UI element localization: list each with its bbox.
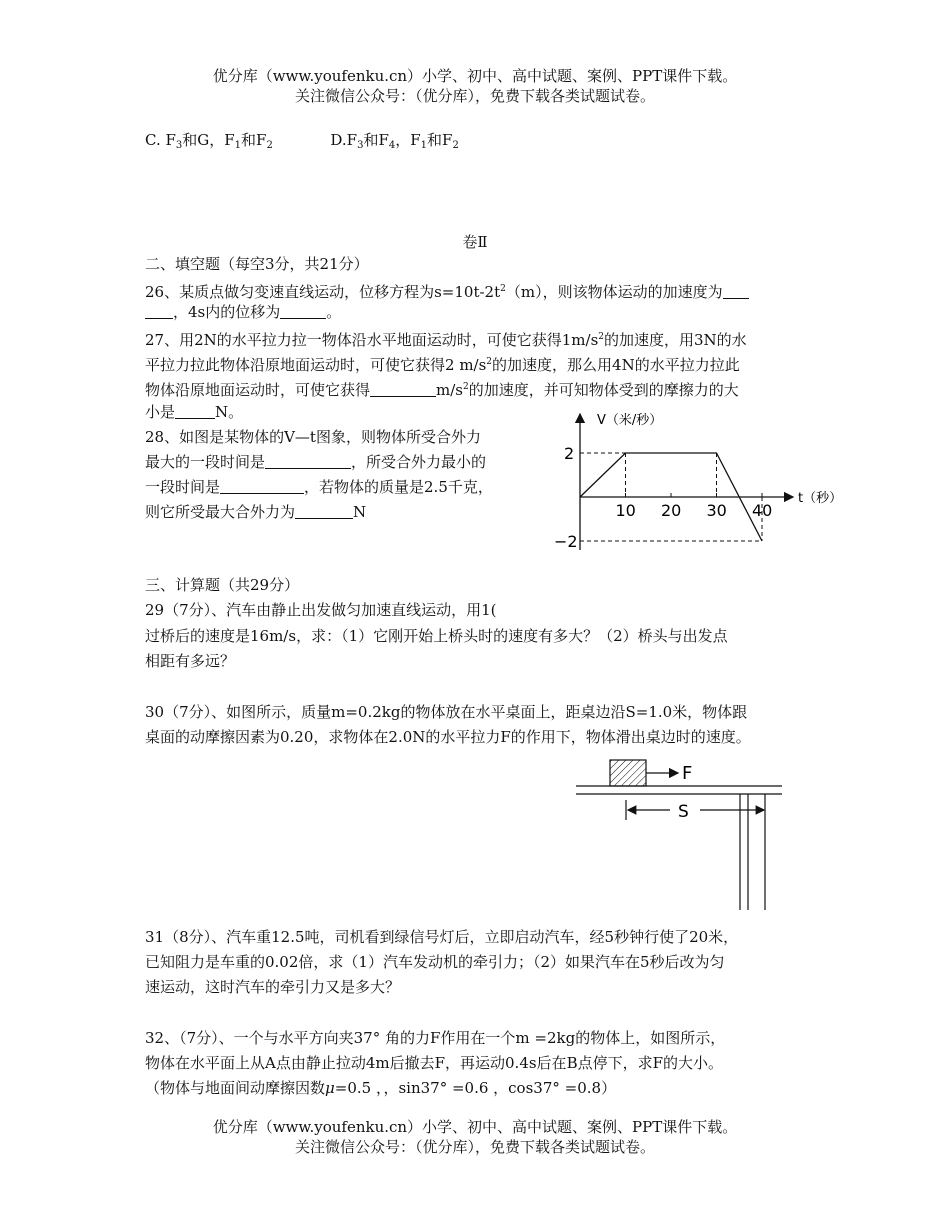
x-tick-label-40: 40 [752, 501, 773, 520]
q28-line-4: 则它所受最大合外力为 N [145, 503, 367, 521]
y-axis-label: V（米/秒） [597, 413, 663, 428]
q31-line-1: 31（8分）、汽车重12.5吨，司机看到绿信号灯后，立即启动汽车，经5秒钟行使了20米， [145, 928, 739, 946]
calc-heading: 三、计算题（共29分） [145, 576, 300, 594]
q30-line-2: 桌面的动摩擦因素为0.20，求物体在2.0N的水平拉力F的作用下，物体滑出桌边时的速度。 [145, 728, 751, 746]
footer-line-1: 优分库（www.youfenku.cn）小学、初中、高中试题、案例、PPT课件下载。 [212, 1118, 738, 1136]
q26-line-1: 26、某质点做匀变速直线运动，位移方程为$s=10t-2t^2(m)$，则该物体运动的加速度为 [145, 279, 749, 302]
section-title: 卷Ⅱ [462, 233, 488, 251]
q26-blank-a-start[interactable] [723, 283, 749, 299]
q26-blank-b[interactable] [280, 303, 326, 319]
q28-blank-a[interactable] [265, 453, 351, 469]
q26-blank-a-end[interactable] [145, 303, 173, 319]
q29-line-3: 相距有多远？ [145, 652, 236, 670]
q32-line-3: （物体与地面间动摩擦因数μ=0.5 ，，sin37° =0.6 ，cos37° =0.8） [145, 1079, 617, 1097]
q28-line-3: 一段时间是 ，若物体的质量是2.5千克， [145, 478, 493, 496]
q27-line-2: 平拉力拉此物体沿原地面运动时，可使它获得2 $m/s^2$的加速度，那么用4N的水平拉力拉此 [145, 356, 740, 374]
q28-line-1: 28、如图是某物体的V—t图象，则物体所受合外力 [145, 428, 481, 446]
block [610, 760, 646, 786]
x-tick-label-20: 20 [661, 501, 682, 520]
q26-line-2: ，4s内的位移为 。 [145, 302, 341, 322]
q32-line-2: 物体在水平面上从A点由静止拉动4m后撤去F，再运动0.4s后在B点停下，求F的大小。 [145, 1054, 723, 1072]
q32-line-1: 32、（7分）、一个与水平方向夹37° 角的力F作用在一个m =2kg的物体上，如图所示， [145, 1029, 726, 1047]
q28-blank-b[interactable] [220, 478, 304, 494]
y-tick-label-0: 2 [564, 444, 575, 463]
options-line [145, 130, 459, 156]
footer-line-2: 关注微信公众号：（优分库），免费下载各类试题试卷。 [294, 1138, 655, 1156]
q27-line-3: 物体沿原地面运动时，可使它获得 $m/s^2$的加速度，并可知物体受到的摩擦力的大 [145, 381, 739, 399]
distance-label: S [678, 802, 689, 822]
header-line-2: 关注微信公众号：（优分库），免费下载各类试题试卷。 [294, 87, 655, 105]
q27-line-1: 27、用2N的水平拉力拉一物体沿水平地面运动时，可使它获得$1m/s^2$的加速度，用3N的水 [145, 331, 747, 349]
header-line-1: 优分库（www.youfenku.cn）小学、初中、高中试题、案例、PPT课件下载。 [212, 67, 738, 85]
y-tick-label-1: −2 [554, 532, 578, 551]
fill-heading: 二、填空题（每空3分，共21分） [145, 255, 369, 273]
q28-line-2: 最大的一段时间是 ，所受合外力最小的 [145, 453, 487, 471]
force-label: F [682, 763, 693, 784]
q27-blank-b[interactable] [175, 403, 215, 419]
x-tick-label-10: 10 [615, 501, 636, 520]
table-diagram [570, 752, 790, 912]
q30-line-1: 30（7分）、如图所示，质量m=0.2kg的物体放在水平桌面上，距桌边沿S=1.0米，物体跟 [145, 703, 748, 721]
q31-line-3: 速运动，这时汽车的牵引力又是多大？ [145, 978, 401, 996]
q31-line-2: 已知阻力是车重的0.02倍，求（1）汽车发动机的牵引力；（2）如果汽车在5秒后改为匀 [145, 953, 725, 971]
q27-line-4: 小是 N。 [145, 403, 244, 421]
q29-line-1: 29（7分）、汽车由静止出发做匀加速直线运动，用1( [145, 601, 497, 619]
vt-chart [545, 400, 845, 560]
q27-blank-a[interactable] [370, 381, 436, 397]
q28-blank-c[interactable] [295, 503, 353, 519]
option-d: $D.F_3$和$F_4$，$F_1$和$F_2$ [330, 131, 459, 151]
x-tick-label-30: 30 [706, 501, 727, 520]
q29-line-2: 过桥后的速度是16m/s，求：（1）它刚开始上桥头时的速度有多大？（2）桥头与出发点 [145, 627, 728, 645]
option-c: C. $F_3$和G，$F_1$和$F_2$ [145, 131, 273, 151]
x-axis-label: t（秒） [798, 491, 843, 506]
